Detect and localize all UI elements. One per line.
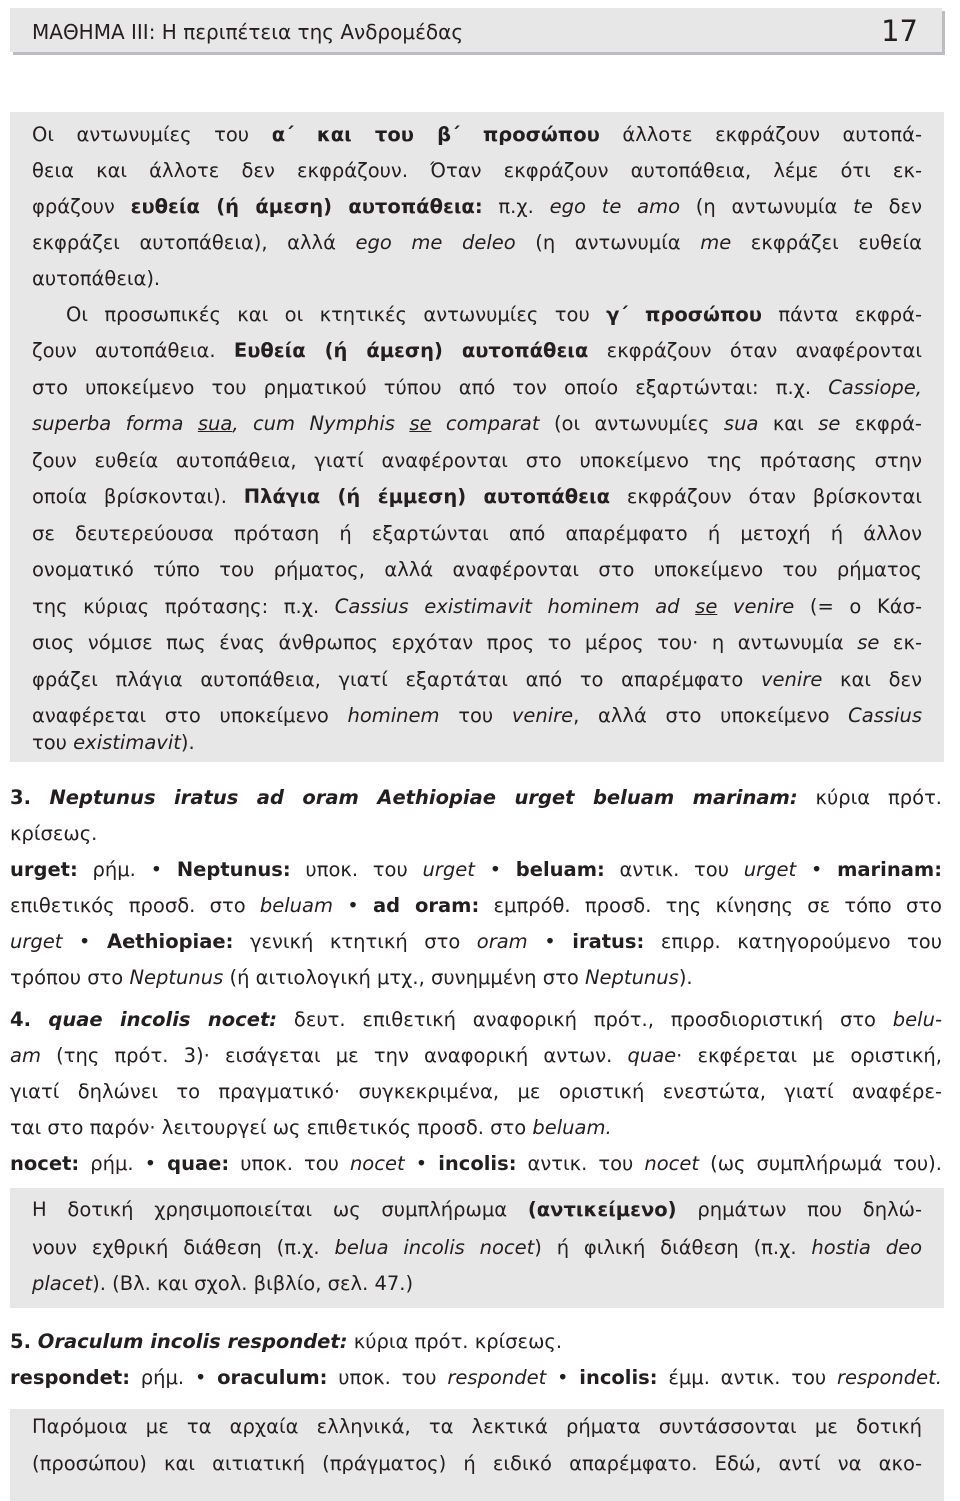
note-line: ζουν αυτοπάθεια. Ευθεία (ή άμεση) αυτοπάθεια εκφράζουν όταν αναφέρονται [32, 339, 922, 362]
note-line: (προσώπου) και αιτιατική (πράγματος) ή ειδικό απαρέμφατο. Εδώ, αντί να ακο- [32, 1452, 922, 1475]
note-line: Οι προσωπικές και οι κτητικές αντωνυμίες του γ΄ προσώπου πάντα εκφρά- [66, 303, 922, 326]
section-line: respondet: ρήμ. • oraculum: υποκ. του respondet • incolis: έμμ. αντικ. του respondet. [10, 1366, 942, 1389]
note-line: φράζουν ευθεία (ή άμεση) αυτοπάθεια: π.χ. ego te amo (η αντωνυμία te δεν [32, 195, 922, 218]
note-line: Παρόμοια με τα αρχαία ελληνικά, τα λεκτικά ρήματα συντάσσονται με δοτική [32, 1415, 922, 1438]
note-box-reflexivity [10, 112, 944, 762]
section-line: επιθετικός προσδ. στο beluam • ad oram: εμπρόθ. προσδ. της κίνησης σε τόπο στο [10, 894, 942, 917]
note-line: superba forma sua, cum Nymphis se comparat (οι αντωνυμίες sua και se εκφρά- [32, 412, 922, 435]
section-line: γιατί δηλώνει το πραγματικό· συγκεκριμένα, με οριστική ενεστώτα, γιατί αναφέρε- [10, 1080, 942, 1103]
section-line: τρόπου στο Neptunus (ή αιτιολογική μτχ., συνημμένη στο Neptunus). [10, 966, 693, 989]
note-line: ονοματικό τύπο του ρήματος, αλλά αναφέρονται στο υποκείμενο του ρήματος [32, 558, 922, 581]
note-line: Η δοτική χρησιμοποιείται ως συμπλήρωμα (αντικείμενο) ρημάτων που δηλώ- [32, 1198, 923, 1221]
note-line: στο υποκείμενο του ρηματικού τύπου από τον οποίο εξαρτώνται: π.χ. Cassiope, [32, 376, 922, 399]
section-line: 3. Neptunus iratus ad oram Aethiopiae urget beluam marinam: κύρια πρότ. [10, 786, 943, 809]
note-box-dative [10, 1188, 944, 1308]
note-line: σε δευτερεύουσα πρόταση ή εξαρτώνται από απαρέμφατο ή μετοχή ή άλλον [32, 522, 922, 545]
section-line: urget: ρήμ. • Neptunus: υποκ. του urget • beluam: αντικ. του urget • marinam: [10, 858, 942, 881]
note-box-verbs-of-saying [10, 1409, 944, 1501]
note-line: νουν εχθρική διάθεση (π.χ. belua incolis nocet) ή φιλική διάθεση (π.χ. hostia deo [32, 1236, 922, 1259]
page-number: 17 [881, 14, 918, 48]
note-line: φράζει πλάγια αυτοπάθεια, γιατί εξαρτάται από το απαρέμφατο venire και δεν [32, 668, 922, 691]
note-line: του existimavit). [32, 731, 195, 754]
note-line: οποία βρίσκονται). Πλάγια (ή έμμεση) αυτοπάθεια εκφράζουν όταν βρίσκονται [32, 485, 922, 508]
note-line: Οι αντωνυμίες του α΄ και του β΄ προσώπου άλλοτε εκφράζουν αυτοπά- [32, 123, 922, 146]
note-line: placet). (Βλ. και σχολ. βιβλίο, σελ. 47.) [32, 1272, 414, 1295]
note-line: της κύριας πρότασης: π.χ. Cassius existimavit hominem ad se venire (= ο Κάσ- [32, 595, 922, 618]
chapter-title: ΜΑΘΗΜΑ ΙΙΙ: Η περιπέτεια της Ανδρομέδας [32, 20, 464, 44]
note-line: αναφέρεται στο υποκείμενο hominem του venire, αλλά στο υποκείμενο Cassius [32, 704, 922, 727]
note-line: αυτοπάθεια). [32, 267, 161, 290]
section-line: 5. Oraculum incolis respondet: κύρια πρότ. κρίσεως. [10, 1330, 563, 1353]
note-line: ζουν ευθεία αυτοπάθεια, γιατί αναφέρονται στο υποκείμενο της πρότασης στην [32, 449, 922, 472]
section-line: κρίσεως. [10, 822, 98, 845]
section-line: am (της πρότ. 3)· εισάγεται με την αναφορική αντων. quae· εκφέρεται με οριστική, [10, 1044, 942, 1067]
note-line: εκφράζει αυτοπάθεια), αλλά ego me deleo (η αντωνυμία me εκφράζει ευθεία [32, 231, 922, 254]
section-line: urget • Aethiopiae: γενική κτητική στο oram • iratus: επιρρ. κατηγορούμενο του [10, 930, 942, 953]
note-line: θεια και άλλοτε δεν εκφράζουν. Όταν εκφράζουν αυτοπάθεια, λέμε ότι εκ- [32, 159, 922, 182]
note-line: σιος νόμισε πως ένας άνθρωπος ερχόταν προς το μέρος του· η αντωνυμία se εκ- [32, 631, 922, 654]
section-line: 4. quae incolis nocet: δευτ. επιθετική αναφορική πρότ., προσδιοριστική στο belu- [10, 1008, 942, 1031]
section-line: nocet: ρήμ. • quae: υποκ. του nocet • incolis: αντικ. του nocet (ως συμπλήρωμά του). [10, 1152, 942, 1175]
chapter-header [10, 8, 942, 52]
section-line: ται στο παρόν· λειτουργεί ως επιθετικός προσδ. στο beluam. [10, 1116, 612, 1139]
